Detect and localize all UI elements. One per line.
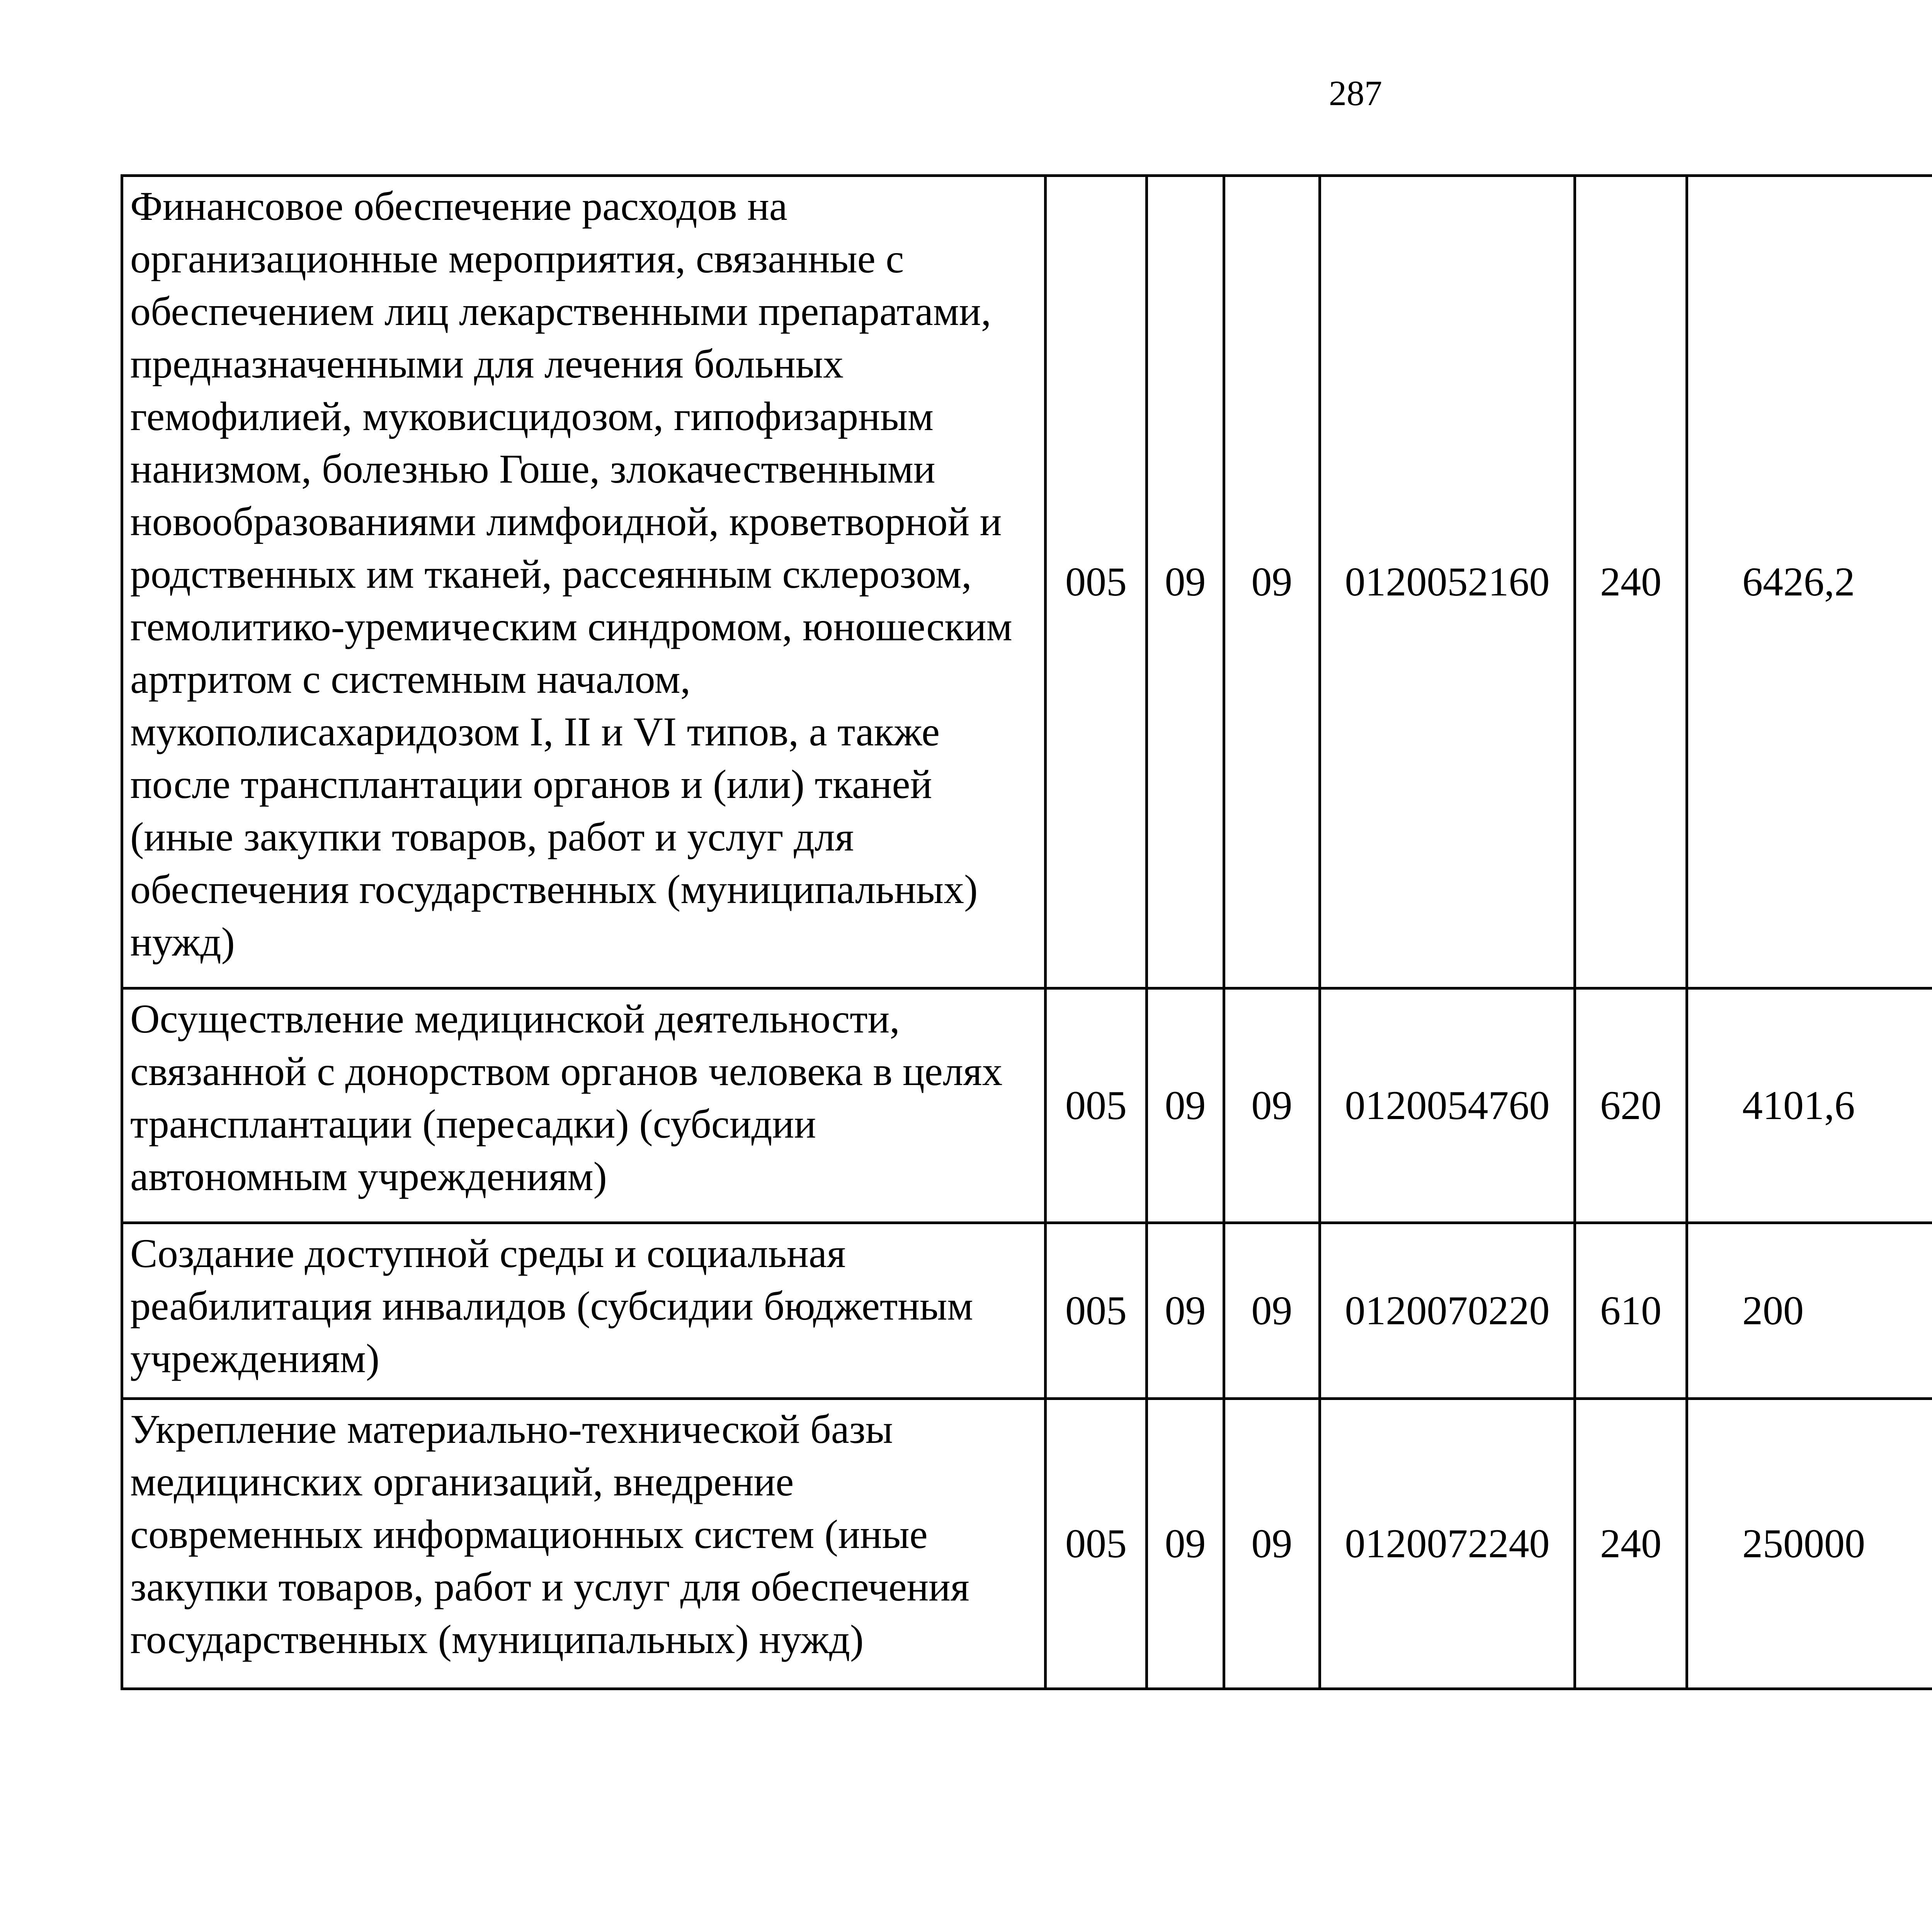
table-row [122,1399,1932,1689]
target-article-code: 0120070220 [1320,1223,1575,1399]
expense-type-code: 240 [1575,1399,1687,1689]
table-row [122,988,1932,1223]
ministry-code: 005 [1046,1223,1147,1399]
amount-1: 4101,6 [1687,988,1932,1223]
target-article-code: 0120072240 [1320,1399,1575,1689]
expense-type-code: 620 [1575,988,1687,1223]
subsection-code: 09 [1224,1399,1320,1689]
section-code: 09 [1147,1223,1224,1399]
target-article-code: 0120052160 [1320,176,1575,988]
target-article-code: 0120054760 [1320,988,1575,1223]
section-code: 09 [1147,988,1224,1223]
subsection-code: 09 [1224,1223,1320,1399]
section-code: 09 [1147,176,1224,988]
subsection-code: 09 [1224,176,1320,988]
table-row [122,1223,1932,1399]
expense-type-code: 610 [1575,1223,1687,1399]
row-description: Финансовое обеспечение расходов на организационные мероприятия, связанные с обеспечением лиц лекарственными препаратами, предназначенными для лечения больных гемофилией, муковисцидозом, гипофизарным нанизмом, болезнью Гоше, злокачественными новообразованиями лимфоидной, кроветворной и родственных им тканей, рассеянным склерозом, гемолитико-уремическим синдромом, юношеским артритом с системным началом, мукополисахаридозом I, II и VI типов, а также после трансплантации органов и (или) тканей (иные закупки товаров, работ и услуг для обеспечения государственных (муниципальных) нужд) [122,176,1046,988]
expense-type-code: 240 [1575,176,1687,988]
ministry-code: 005 [1046,988,1147,1223]
amount-1: 200 [1687,1223,1932,1399]
row-description: Осуществление медицинской деятельности, связанной с донорством органов человека в целях трансплантации (пересадки) (субсидии автономным учреждениям) [122,988,1046,1223]
row-description: Создание доступной среды и социальная реабилитация инвалидов (субсидии бюджетным учреждениям) [122,1223,1046,1399]
page-number: 287 [1329,73,1382,113]
subsection-code: 09 [1224,988,1320,1223]
amount-1: 250000 [1687,1399,1932,1689]
budget-table [121,174,1932,1690]
amount-1: 6426,2 [1687,176,1932,988]
row-description: Укрепление материально-технической базы медицинских организаций, внедрение современных информационных систем (иные закупки товаров, работ и услуг для обеспечения государственных (муниципальных) нужд) [122,1399,1046,1689]
table-row [122,176,1932,988]
section-code: 09 [1147,1399,1224,1689]
ministry-code: 005 [1046,176,1147,988]
ministry-code: 005 [1046,1399,1147,1689]
